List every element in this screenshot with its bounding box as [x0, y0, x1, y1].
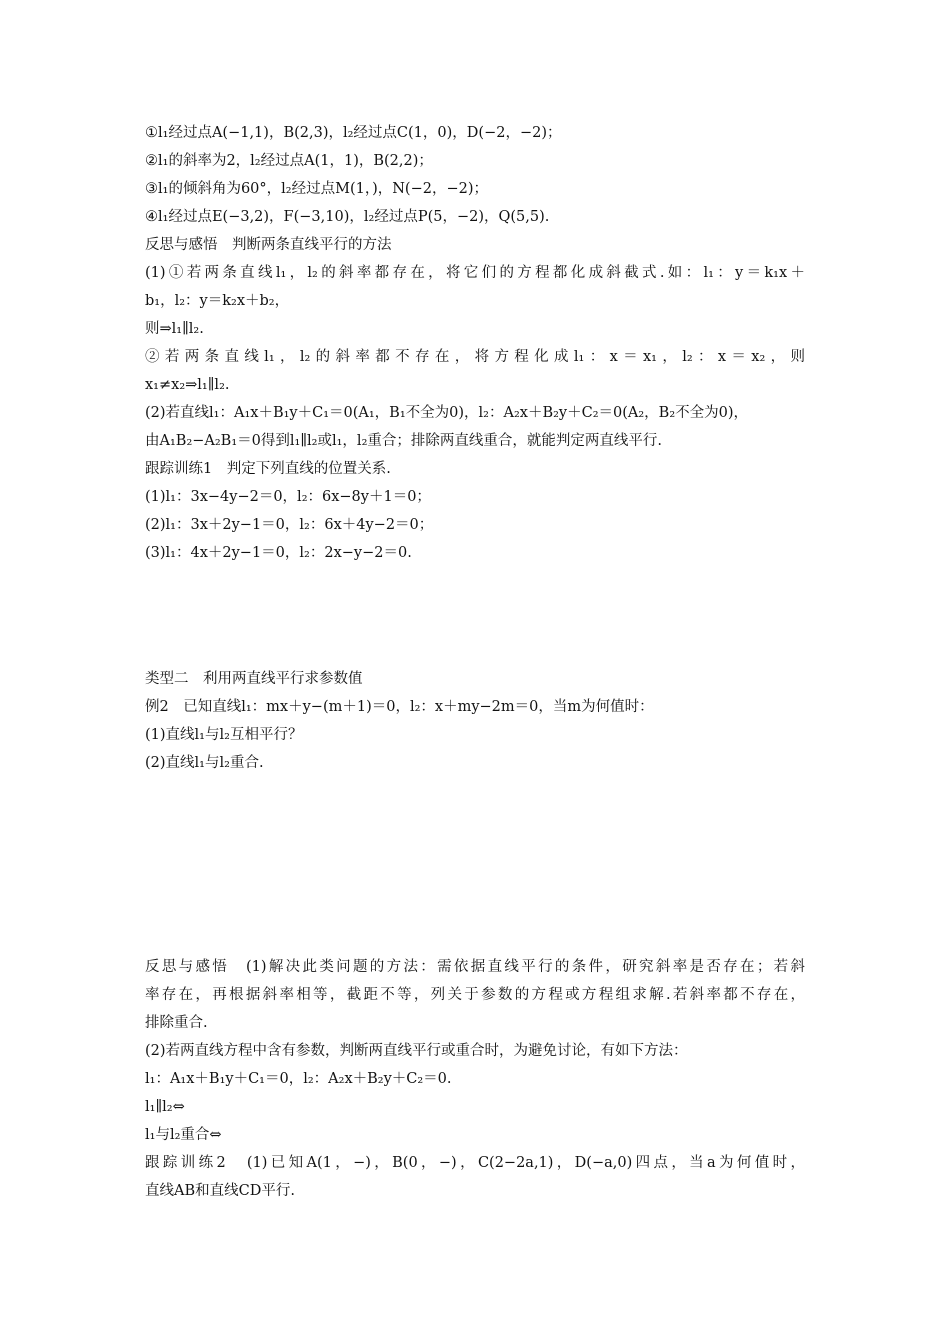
method-1-line-2: b₁，l₂：y＝k₂x＋b₂， — [145, 293, 290, 309]
coincident-condition: l₁与l₂重合⇔ — [145, 1127, 222, 1143]
exercise-1-item-3: (3)l₁：4x＋2y−1＝0，l₂：2x−y−2＝0. — [145, 545, 412, 561]
method-2-line-2: x₁≠x₂⇒l₁∥l₂. — [145, 377, 230, 393]
section-heading-type-2: 类型二 利用两直线平行求参数值 — [145, 671, 363, 687]
exercise-1-item-1: (1)l₁：3x−4y−2＝0，l₂：6x−8y＋1＝0； — [145, 489, 431, 505]
reflection-2-line-2: 率存在，再根据斜率相等，截距不等，列关于参数的方程或方程组求解.若斜率都不存在， — [145, 987, 805, 1003]
general-form-equations: l₁：A₁x＋B₁y＋C₁＝0，l₂：A₂x＋B₂y＋C₂＝0. — [145, 1071, 452, 1087]
reflection-2-line-4: (2)若两直线方程中含有参数，判断两直线平行或重合时，为避免讨论，有如下方法： — [145, 1043, 688, 1059]
exercise-1-item-2: (2)l₁：3x＋2y−1＝0，l₂：6x＋4y−2＝0； — [145, 517, 434, 533]
reflection-2-line-1: 反思与感悟 (1)解决此类问题的方法：需依据直线平行的条件，研究斜率是否存在；若斜 — [145, 959, 805, 975]
example-2-question-1: (1)直线l₁与l₂互相平行？ — [145, 727, 303, 743]
method-3-line-2: 由A₁B₂−A₂B₁＝0得到l₁∥l₂或l₁，l₂重合；排除两直线重合，就能判定两直线平行. — [145, 433, 662, 449]
method-1-line-3: 则⇒l₁∥l₂. — [145, 321, 204, 337]
reflection-2-line-3: 排除重合. — [145, 1015, 208, 1031]
reflection-heading-1: 反思与感悟 判断两条直线平行的方法 — [145, 237, 392, 253]
method-1-line-1: (1)①若两条直线l₁，l₂的斜率都存在，将它们的方程都化成斜截式.如：l₁：y＝k₁x＋ — [145, 265, 805, 281]
parallel-condition: l₁∥l₂⇔ — [145, 1099, 185, 1115]
condition-4: ④l₁经过点E(−3,2)，F(−3,10)，l₂经过点P(5，−2)，Q(5,5). — [145, 209, 550, 225]
example-2-statement: 例2 已知直线l₁：mx＋y−(m＋1)＝0，l₂：x＋my−2m＝0，当m为何值时： — [145, 699, 654, 715]
exercise-1-heading: 跟踪训练1 判定下列直线的位置关系. — [145, 461, 391, 477]
condition-1: ①l₁经过点A(−1,1)，B(2,3)，l₂经过点C(1，0)，D(−2，−2)； — [145, 125, 562, 141]
example-2-question-2: (2)直线l₁与l₂重合. — [145, 755, 264, 771]
method-3-line-1: (2)若直线l₁：A₁x＋B₁y＋C₁＝0(A₁，B₁不全为0)，l₂：A₂x＋B₂y＋C₂＝0(A₂，B₂不全为0)， — [145, 405, 749, 421]
method-2-line-1: ②若两条直线l₁，l₂的斜率都不存在，将方程化成l₁：x＝x₁，l₂：x＝x₂，则 — [145, 349, 805, 365]
exercise-2-line-2: 直线AB和直线CD平行. — [145, 1183, 295, 1199]
condition-3: ③l₁的倾斜角为60°，l₂经过点M(1，)，N(−2，−2)； — [145, 181, 488, 197]
condition-2: ②l₁的斜率为2，l₂经过点A(1，1)，B(2,2)； — [145, 153, 433, 169]
exercise-2-line-1: 跟踪训练2 (1)已知A(1，−)，B(0，−)，C(2−2a,1)，D(−a,0)四点，当a为何值时， — [145, 1155, 805, 1171]
